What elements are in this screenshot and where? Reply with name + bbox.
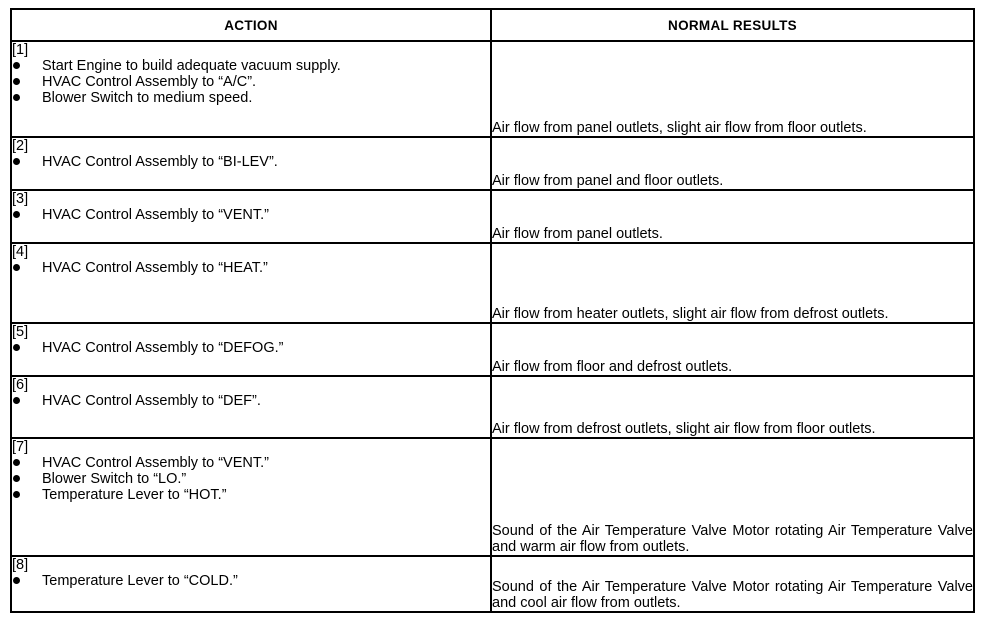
action-item	[12, 487, 490, 503]
action-list	[12, 573, 490, 589]
action-item	[12, 74, 490, 90]
action-item	[12, 393, 490, 409]
action-text: HVAC Control Assembly to “VENT.”	[42, 207, 269, 223]
action-text: HVAC Control Assembly to “DEF”.	[42, 393, 261, 409]
result-cell: Sound of the Air Temperature Valve Motor rotating Air Temperature Valve and warm air flow from outlets.	[491, 438, 974, 556]
action-list	[12, 455, 490, 503]
header-row	[11, 9, 974, 41]
result-cell: Sound of the Air Temperature Valve Motor rotating Air Temperature Valve and cool air flow from outlets.	[491, 556, 974, 612]
bullet-icon	[13, 211, 20, 218]
step-number: [2]	[12, 138, 29, 154]
table-row	[11, 41, 974, 137]
action-text: HVAC Control Assembly to “BI-LEV”.	[42, 154, 278, 170]
action-cell	[11, 438, 491, 556]
action-text: HVAC Control Assembly to “DEFOG.”	[42, 340, 284, 356]
bullet-icon	[13, 344, 20, 351]
bullet-icon	[13, 158, 20, 165]
step-number: [5]	[12, 324, 29, 340]
action-item	[12, 471, 490, 487]
action-item	[12, 573, 490, 589]
bullet-icon	[13, 459, 20, 466]
action-text: Temperature Lever to “HOT.”	[42, 487, 227, 503]
action-column-header: ACTION	[11, 9, 491, 41]
bullet-icon	[13, 264, 20, 271]
bullet-icon	[13, 62, 20, 69]
action-cell	[11, 556, 491, 612]
hvac-test-table	[10, 8, 975, 613]
bullet-icon	[13, 78, 20, 85]
result-cell: Air flow from floor and defrost outlets.	[491, 323, 974, 376]
result-cell: Air flow from defrost outlets, slight air flow from floor outlets.	[491, 376, 974, 438]
results-column-header: NORMAL RESULTS	[491, 9, 974, 41]
action-text: HVAC Control Assembly to “VENT.”	[42, 455, 269, 471]
action-text: HVAC Control Assembly to “HEAT.”	[42, 260, 268, 276]
action-item	[12, 260, 490, 276]
table-row	[11, 137, 974, 190]
result-cell: Air flow from heater outlets, slight air flow from defrost outlets.	[491, 243, 974, 323]
action-list	[12, 340, 490, 356]
action-item	[12, 154, 490, 170]
action-cell	[11, 243, 491, 323]
table-row	[11, 376, 974, 438]
bullet-icon	[13, 94, 20, 101]
action-list	[12, 154, 490, 170]
action-list	[12, 260, 490, 276]
step-number: [7]	[12, 439, 29, 455]
step-number: [4]	[12, 244, 29, 260]
result-cell: Air flow from panel outlets, slight air flow from floor outlets.	[491, 41, 974, 137]
action-list	[12, 207, 490, 223]
action-list	[12, 393, 490, 409]
action-item	[12, 340, 490, 356]
action-item	[12, 58, 490, 74]
action-item	[12, 455, 490, 471]
table-row	[11, 243, 974, 323]
action-cell	[11, 323, 491, 376]
action-text: Blower Switch to “LO.”	[42, 471, 187, 487]
action-text: Blower Switch to medium speed.	[42, 90, 253, 106]
action-cell	[11, 137, 491, 190]
table-row	[11, 190, 974, 243]
step-number: [6]	[12, 377, 29, 393]
action-cell	[11, 41, 491, 137]
result-cell: Air flow from panel outlets.	[491, 190, 974, 243]
action-text: Temperature Lever to “COLD.”	[42, 573, 238, 589]
step-number: [8]	[12, 557, 29, 573]
step-number: [1]	[12, 42, 29, 58]
table-row	[11, 438, 974, 556]
bullet-icon	[13, 577, 20, 584]
bullet-icon	[13, 397, 20, 404]
bullet-icon	[13, 475, 20, 482]
action-cell	[11, 190, 491, 243]
action-list	[12, 58, 490, 106]
result-cell: Air flow from panel and floor outlets.	[491, 137, 974, 190]
action-item	[12, 207, 490, 223]
step-number: [3]	[12, 191, 29, 207]
action-item	[12, 90, 490, 106]
bullet-icon	[13, 491, 20, 498]
action-text: HVAC Control Assembly to “A/C”.	[42, 74, 257, 90]
table-row	[11, 556, 974, 612]
table-body	[11, 41, 974, 612]
table-row	[11, 323, 974, 376]
action-text: Start Engine to build adequate vacuum supply.	[42, 58, 341, 74]
action-cell	[11, 376, 491, 438]
